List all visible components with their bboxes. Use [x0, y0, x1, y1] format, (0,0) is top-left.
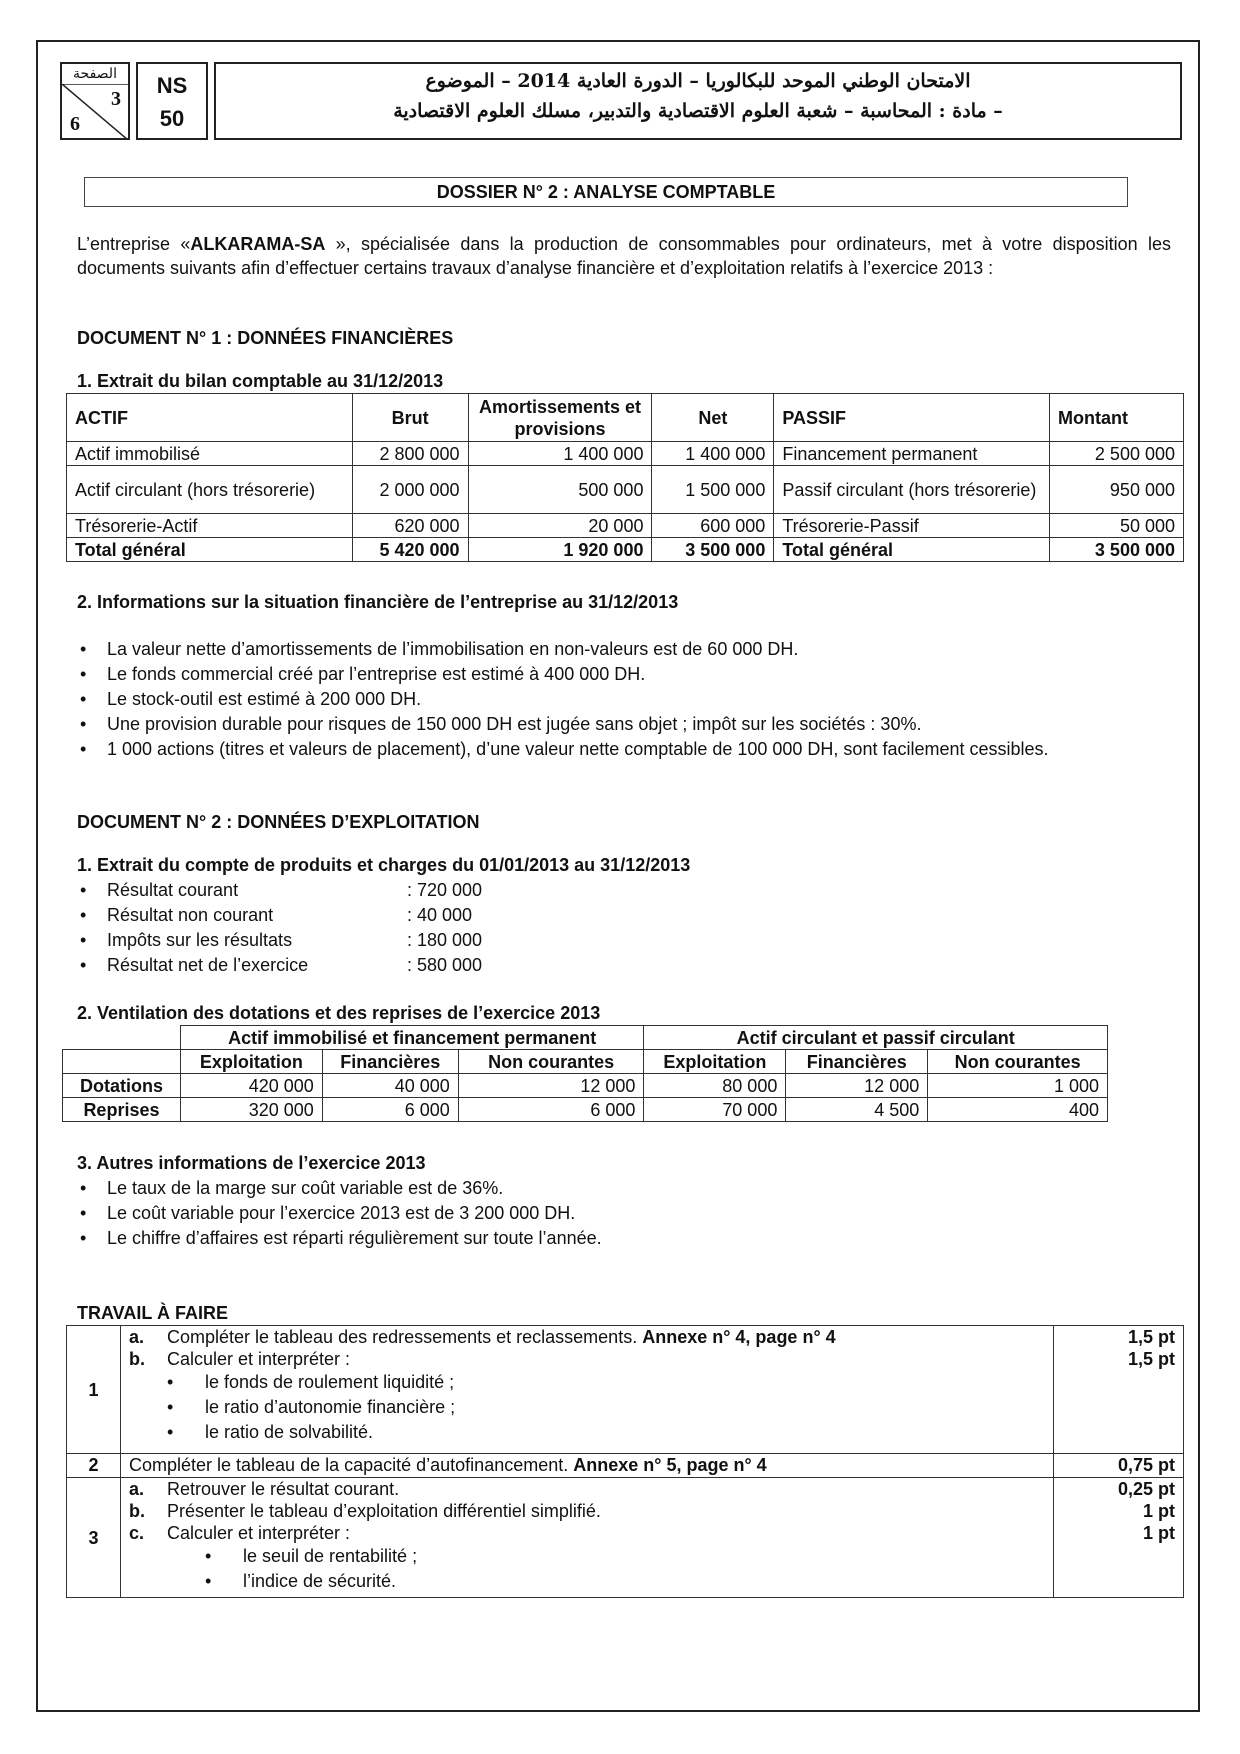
table-row — [67, 514, 1184, 538]
cpc-label: Résultat net de l’exercice — [107, 955, 309, 975]
list-item: • Le taux de la marge sur coût variable est de 36%. — [77, 1176, 1077, 1201]
table-row — [63, 1074, 1108, 1098]
table-cell: 40 000 — [322, 1074, 458, 1098]
table-cell: 6 000 — [322, 1098, 458, 1122]
table-cell: Passif circulant (hors trésorerie) — [774, 466, 1050, 514]
points-value: 1,5 pt — [1127, 1327, 1175, 1347]
row-label: Dotations — [63, 1074, 181, 1098]
table-cell: 80 000 — [644, 1074, 786, 1098]
cpc-value: : 40 000 — [407, 905, 473, 925]
cpc-label: Résultat non courant — [107, 905, 274, 925]
list-item-text: l’indice de sécurité. — [242, 1571, 397, 1591]
intro-text-2: », spécialisée dans la production de consommables pour ordinateurs, met à votre disposition les documents suivants afin d’effectuer certains travaux d’analyse financière et d’exploitation relatifs à l’exercice 2013 : — [77, 234, 1171, 278]
table-cell: 12 000 — [458, 1074, 644, 1098]
list-item-text: le fonds de roulement liquidité ; — [204, 1372, 455, 1392]
sub-text: Calculer et interpréter : — [166, 1523, 351, 1543]
table-row — [67, 466, 1184, 514]
sub-list — [129, 1370, 1045, 1445]
table-cell: Actif immobilisé — [67, 442, 353, 466]
ventilation-subheader-row — [63, 1050, 1108, 1074]
points-value: 1 pt — [1142, 1501, 1175, 1521]
cpc-value: : 720 000 — [407, 880, 483, 900]
travail-title: TRAVAIL À FAIRE — [77, 1303, 229, 1323]
sub-letter: a. — [128, 1479, 144, 1499]
dossier-title: DOSSIER N° 2 : ANALYSE COMPTABLE — [84, 177, 1128, 207]
autres-title: 3. Autres informations de l’exercice 2013 — [77, 1153, 426, 1173]
exam-title-box — [214, 62, 1182, 140]
page-number-box — [60, 62, 130, 140]
list-item: • Une provision durable pour risques de 150 000 DH est jugée sans objet ; impôt sur les sociétés : 30%. — [77, 712, 1137, 737]
question-row — [67, 1454, 1184, 1478]
sub-question — [129, 1500, 1045, 1522]
sub-text: Présenter le tableau d’exploitation différentiel simplifié. — [166, 1501, 601, 1521]
table-cell: 1 500 000 — [652, 466, 774, 514]
cpc-value: : 180 000 — [407, 930, 483, 950]
ventilation-table — [62, 1025, 1108, 1122]
question-content — [120, 1478, 1053, 1598]
exam-header — [60, 62, 1182, 142]
table-cell: 600 000 — [652, 514, 774, 538]
sub-header: Non courantes — [928, 1050, 1108, 1074]
points — [1054, 1478, 1184, 1598]
sub-text: Compléter le tableau de la capacité d’autofinancement. — [128, 1455, 574, 1475]
sub-question — [129, 1522, 1045, 1544]
list-item: • le fonds de roulement liquidité ; — [166, 1372, 455, 1392]
question-number: 3 — [67, 1478, 121, 1598]
exam-code-box — [136, 62, 208, 140]
doc2-title: DOCUMENT N° 2 : DONNÉES D’EXPLOITATION — [77, 812, 480, 832]
exam-title-line2: – مادة : المحاسبة – شعبة العلوم الاقتصادية والتدبير، مسلك العلوم الاقتصادية — [393, 100, 1003, 122]
total-row — [67, 538, 1184, 562]
bilan-table — [66, 393, 1184, 562]
exam-code-2: 50 — [159, 106, 185, 131]
annex-ref: Annexe n° 4, page n° 4 — [642, 1327, 836, 1347]
list-item: • l’indice de sécurité. — [204, 1571, 397, 1591]
cpc-list — [77, 878, 677, 978]
table-row — [67, 442, 1184, 466]
list-item: • Le fonds commercial créé par l’entreprise est estimé à 400 000 DH. — [77, 662, 1137, 687]
exam-title-line1: الامتحان الوطني الموحد للبكالوريا – الدورة العادية 2014 – الموضوع — [425, 70, 971, 92]
bilan-header-row — [67, 394, 1184, 442]
cpc-title: 1. Extrait du compte de produits et charges du 01/01/2013 au 31/12/2013 — [77, 855, 691, 875]
group-header: Actif immobilisé et financement permanent — [180, 1026, 644, 1050]
list-item: • le seuil de rentabilité ; — [204, 1546, 418, 1566]
question-row — [67, 1478, 1184, 1598]
table-cell: 3 500 000 — [652, 538, 774, 562]
sub-letter: c. — [128, 1523, 144, 1543]
table-cell: 1 400 000 — [468, 442, 652, 466]
question-content — [120, 1454, 1053, 1478]
list-item — [77, 928, 677, 953]
table-cell: 6 000 — [458, 1098, 644, 1122]
sub-question — [129, 1348, 1045, 1370]
sub-header: Exploitation — [644, 1050, 786, 1074]
ventilation-title: 2. Ventilation des dotations et des reprises de l’exercice 2013 — [77, 1003, 601, 1023]
table-cell: Financement permanent — [774, 442, 1050, 466]
list-item: • le ratio d’autonomie financière ; — [166, 1397, 456, 1417]
sub-letter: b. — [128, 1501, 145, 1521]
table-cell: 420 000 — [180, 1074, 322, 1098]
question-number: 2 — [67, 1454, 121, 1478]
table-cell: 2 000 000 — [352, 466, 468, 514]
company-name: ALKARAMA-SA — [190, 234, 326, 254]
table-cell: 70 000 — [644, 1098, 786, 1122]
list-item-text: le seuil de rentabilité ; — [242, 1546, 418, 1566]
table-cell: 1 920 000 — [468, 538, 652, 562]
sub-question — [129, 1478, 1045, 1500]
points-value: 0,25 pt — [1117, 1479, 1175, 1499]
travail-table — [66, 1325, 1184, 1598]
points-value: 0,75 pt — [1054, 1454, 1184, 1478]
table-cell: 1 000 — [928, 1074, 1108, 1098]
cpc-label: Impôts sur les résultats — [107, 930, 293, 950]
empty-cell — [63, 1026, 181, 1050]
sub-text: Compléter le tableau des redressements et reclassements. — [166, 1327, 643, 1347]
ventilation-group-row — [63, 1026, 1108, 1050]
sub-header: Financières — [786, 1050, 928, 1074]
page-current: 3 — [111, 88, 121, 110]
list-item — [77, 953, 677, 978]
autres-list — [77, 1176, 1077, 1251]
table-cell: Trésorerie-Actif — [67, 514, 353, 538]
sub-letter: a. — [128, 1327, 144, 1347]
info-title: 2. Informations sur la situation financière de l’entreprise au 31/12/2013 — [77, 592, 679, 612]
question-number: 1 — [67, 1326, 121, 1454]
table-cell: 320 000 — [180, 1098, 322, 1122]
intro-text-1: L’entreprise « — [77, 234, 191, 254]
sub-text: Calculer et interpréter : — [166, 1349, 351, 1369]
list-item — [77, 878, 677, 903]
list-item — [77, 903, 677, 928]
question-content — [120, 1326, 1053, 1454]
sub-question — [129, 1326, 1045, 1348]
bilan-header: Net — [652, 394, 774, 442]
row-label: Reprises — [63, 1098, 181, 1122]
table-cell: 400 — [928, 1098, 1108, 1122]
table-cell: 4 500 — [786, 1098, 928, 1122]
info-list — [77, 637, 1137, 762]
bilan-header: ACTIF — [67, 394, 353, 442]
sub-list — [129, 1544, 1045, 1594]
table-cell: Total général — [67, 538, 353, 562]
list-item: • La valeur nette d’amortissements de l’immobilisation en non-valeurs est de 60 000 DH. — [77, 637, 1137, 662]
table-cell: Total général — [774, 538, 1050, 562]
table-cell: 2 500 000 — [1050, 442, 1184, 466]
bilan-header: Montant — [1050, 394, 1184, 442]
bilan-header: Brut — [352, 394, 468, 442]
table-cell: Actif circulant (hors trésorerie) — [67, 466, 353, 514]
points-value: 1,5 pt — [1127, 1349, 1175, 1369]
points — [1054, 1326, 1184, 1454]
sub-header: Exploitation — [180, 1050, 322, 1074]
bilan-header: Amortissements et provisions — [468, 394, 652, 442]
points-value: 1 pt — [1142, 1523, 1175, 1543]
table-cell: 2 800 000 — [352, 442, 468, 466]
table-cell: 950 000 — [1050, 466, 1184, 514]
list-item: • le ratio de solvabilité. — [166, 1422, 374, 1442]
page-total: 6 — [70, 113, 80, 135]
question-row — [67, 1326, 1184, 1454]
table-row — [63, 1098, 1108, 1122]
table-cell: 500 000 — [468, 466, 652, 514]
empty-cell — [63, 1050, 181, 1074]
annex-ref: Annexe n° 5, page n° 4 — [573, 1455, 767, 1475]
table-cell: 20 000 — [468, 514, 652, 538]
list-item: • Le chiffre d’affaires est réparti régulièrement sur toute l’année. — [77, 1226, 1077, 1251]
table-cell: Trésorerie-Passif — [774, 514, 1050, 538]
bilan-header: PASSIF — [774, 394, 1050, 442]
list-item-text: le ratio d’autonomie financière ; — [204, 1397, 456, 1417]
bilan-title: 1. Extrait du bilan comptable au 31/12/2013 — [77, 371, 444, 391]
list-item: • Le coût variable pour l’exercice 2013 est de 3 200 000 DH. — [77, 1201, 1077, 1226]
list-item: • 1 000 actions (titres et valeurs de placement), d’une valeur nette comptable de 100 000 DH, sont facilement cessibles. — [77, 737, 1137, 762]
table-cell: 3 500 000 — [1050, 538, 1184, 562]
list-item: • Le stock-outil est estimé à 200 000 DH. — [77, 687, 1137, 712]
group-header: Actif circulant et passif circulant — [644, 1026, 1108, 1050]
sub-header: Financières — [322, 1050, 458, 1074]
table-cell: 5 420 000 — [352, 538, 468, 562]
table-cell: 12 000 — [786, 1074, 928, 1098]
sub-text: Retrouver le résultat courant. — [166, 1479, 400, 1499]
cpc-value: : 580 000 — [407, 955, 483, 975]
sub-letter: b. — [128, 1349, 145, 1369]
list-item-text: le ratio de solvabilité. — [204, 1422, 374, 1442]
sub-header: Non courantes — [458, 1050, 644, 1074]
intro-paragraph — [77, 232, 1171, 280]
page-label: الصفحة — [73, 65, 117, 81]
table-cell: 50 000 — [1050, 514, 1184, 538]
table-cell: 1 400 000 — [652, 442, 774, 466]
cpc-label: Résultat courant — [107, 880, 239, 900]
doc1-title: DOCUMENT N° 1 : DONNÉES FINANCIÈRES — [77, 328, 454, 348]
exam-code-1: NS — [156, 73, 188, 98]
table-cell: 620 000 — [352, 514, 468, 538]
